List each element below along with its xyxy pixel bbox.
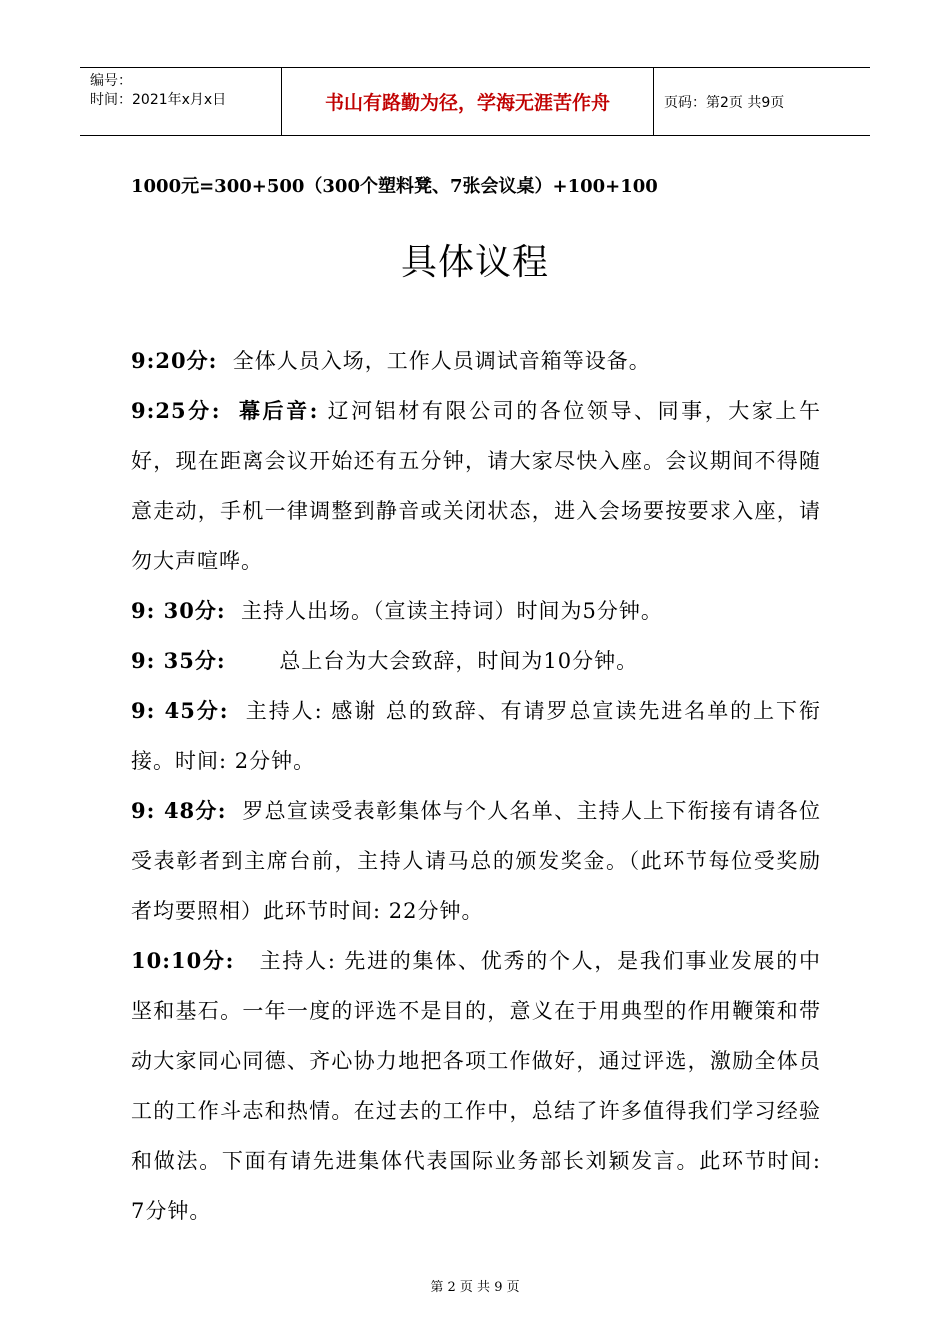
agenda-speaker: 幕后音: — [238, 398, 319, 423]
page-header — [80, 67, 870, 136]
agenda-time: 9: 35分: — [131, 648, 226, 673]
agenda-item — [131, 786, 821, 936]
cost-line: 1000元=300+500（300个塑料凳、7张会议桌）+100+100 — [131, 176, 658, 197]
agenda-item — [131, 336, 821, 386]
agenda-item — [131, 586, 821, 636]
page-footer: 第 2 页 共 9 页 — [430, 1280, 520, 1295]
agenda-list — [131, 336, 821, 1236]
document-date: 时间：2021年x月x日 — [90, 92, 227, 108]
agenda-time: 9:25分: — [131, 398, 221, 423]
header-meta — [80, 68, 282, 135]
agenda-time: 9:20分: — [131, 348, 218, 373]
agenda-time: 9: 48分: — [131, 798, 227, 823]
header-page-number: 页码：第2页 共9页 — [664, 94, 785, 111]
agenda-text: 辽河铝材有限公司的各位领导、同事，大家上午好，现在距离会议开始还有五分钟，请大家尽快入座。会议期间不得随意走动，手机一律调整到静音或关闭状态，进入会场要按要求入座，请勿大声喧哗。 — [131, 399, 821, 573]
agenda-item — [131, 936, 821, 1236]
agenda-time: 10:10分: — [131, 948, 235, 973]
agenda-item — [131, 386, 821, 586]
agenda-text: 罗总宣读受表彰集体与个人名单、主持人上下衔接有请各位受表彰者到主席台前，主持人请马总的颁发奖金。（此环节每位受奖励者均要照相）此环节时间: 22分钟。 — [131, 799, 821, 923]
agenda-text: 主持人: 先进的集体、优秀的个人，是我们事业发展的中坚和基石。一年一度的评选不是目的，意义在于用典型的作用鞭策和带动大家同心同德、齐心协力地把各项工作做好，通过评选，激励全体员工的工作斗志和热情。在过去的工作中，总结了许多值得我们学习经验和做法。下面有请先进集体代表国际业务部长刘颖发言。此环节时间: 7分钟。 — [131, 949, 822, 1223]
header-motto: 书山有路勤为径，学海无涯苦作舟 — [282, 68, 654, 135]
agenda-text: 主持人: 感谢 总的致辞、有请罗总宣读先进名单的上下衔接。时间: 2分钟。 — [131, 699, 821, 773]
agenda-time: 9: 45分: — [131, 698, 229, 723]
agenda-text: 总上台为大会致辞，时间为10分钟。 — [279, 649, 639, 673]
agenda-item — [131, 686, 821, 786]
agenda-time: 9: 30分: — [131, 598, 226, 623]
agenda-item — [131, 636, 821, 686]
agenda-text: 主持人出场。（宣读主持词）时间为5分钟。 — [241, 599, 663, 623]
agenda-text: 全体人员入场，工作人员调试音箱等设备。 — [232, 349, 651, 373]
page-title: 具体议程 — [400, 242, 549, 283]
document-number: 编号： — [90, 73, 132, 89]
